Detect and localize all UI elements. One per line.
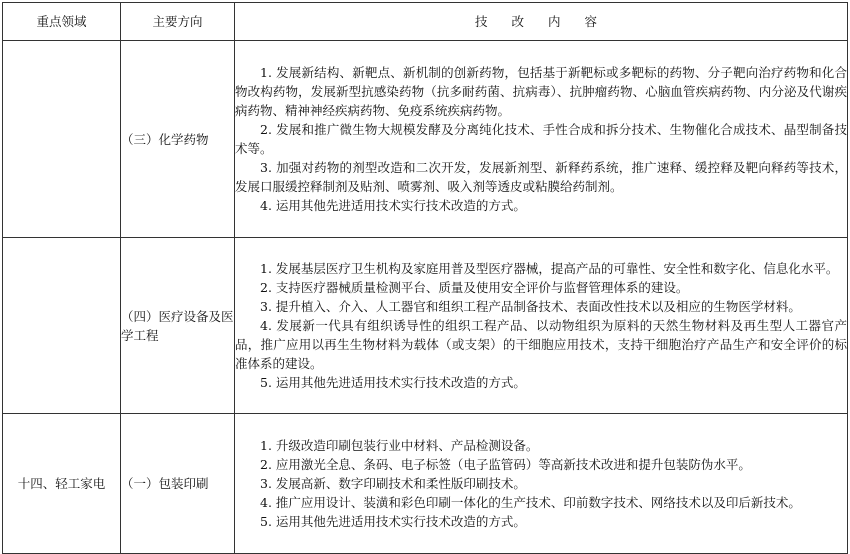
content-cell (235, 414, 848, 554)
key-area-cell-empty (3, 238, 121, 414)
content-item: 3. 加强对药物的剂型改造和二次开发，发展新剂型、新释药系统，推广速释、缓控释及靶向释药等技术，发展口服缓控释制剂及贴剂、喷雾剂、吸入剂等透皮或粘膜给药制剂。 (235, 160, 847, 194)
direction-cell: （三）化学药物 (121, 41, 235, 238)
content-item: 2. 应用激光全息、条码、电子标签（电子监管码）等高新技术改进和提升包装防伪水平。 (260, 457, 751, 472)
table-row (3, 414, 848, 554)
content-item: 4. 推广应用设计、装潢和彩色印刷一体化的生产技术、印前数字技术、网络技术以及印后新技术。 (260, 495, 801, 510)
content-item: 2. 发展和推广微生物大规模发酵及分离纯化技术、手性合成和拆分技术、生物催化合成技术、晶型制备技术等。 (235, 122, 847, 156)
content-item: 3. 提升植入、介入、人工器官和组织工程产品制备技术、表面改性技术以及相应的生物医学材料。 (260, 299, 801, 314)
content-item: 2. 支持医疗器械质量检测平台、质量及使用安全评价与监督管理体系的建设。 (260, 280, 689, 295)
header-main-direction: 主要方向 (121, 3, 235, 41)
table-row (3, 41, 848, 238)
content-cell (235, 238, 848, 414)
policy-table (2, 2, 848, 554)
table-header-row (3, 3, 848, 41)
content-item: 3. 发展高新、数字印刷技术和柔性版印刷技术。 (260, 476, 526, 491)
content-item: 5. 运用其他先进适用技术实行技术改造的方式。 (260, 375, 526, 390)
content-cell (235, 41, 848, 238)
content-item: 1. 发展新结构、新靶点、新机制的创新药物，包括基于新靶标或多靶标的药物、分子靶向治疗药物和化合物改构药物，发展新型抗感染药物（抗多耐药菌、抗病毒）、抗肿瘤药物、心脑血管疾病药物、内分泌及代谢疾病药物、精神神经疾病药物、免疫系统疾病药物。 (235, 65, 847, 118)
content-item: 4. 发展新一代具有组织诱导性的组织工程产品、以动物组织为原料的天然生物材料及再生型人工器官产品，推广应用以再生生物材料为载体（或支架）的干细胞应用技术，支持干细胞治疗产品生产和安全评价的标准体系的建设。 (235, 318, 847, 371)
content-item: 4. 运用其他先进适用技术实行技术改造的方式。 (260, 198, 526, 213)
direction-cell: （一）包装印刷 (121, 414, 235, 554)
direction-cell: （四）医疗设备及医学工程 (121, 238, 235, 414)
content-item: 5. 运用其他先进适用技术实行技术改造的方式。 (260, 514, 526, 529)
content-item: 1. 升级改造印刷包装行业中材料、产品检测设备。 (260, 438, 539, 453)
key-area-cell-empty (3, 41, 121, 238)
header-key-area: 重点领域 (3, 3, 121, 41)
content-item: 1. 发展基层医疗卫生机构及家庭用普及型医疗器械，提高产品的可靠性、安全性和数字化、信息化水平。 (260, 261, 839, 276)
header-tech-content: 技 改 内 容 (235, 3, 848, 41)
key-area-cell: 十四、轻工家电 (3, 414, 121, 554)
table-row (3, 238, 848, 414)
